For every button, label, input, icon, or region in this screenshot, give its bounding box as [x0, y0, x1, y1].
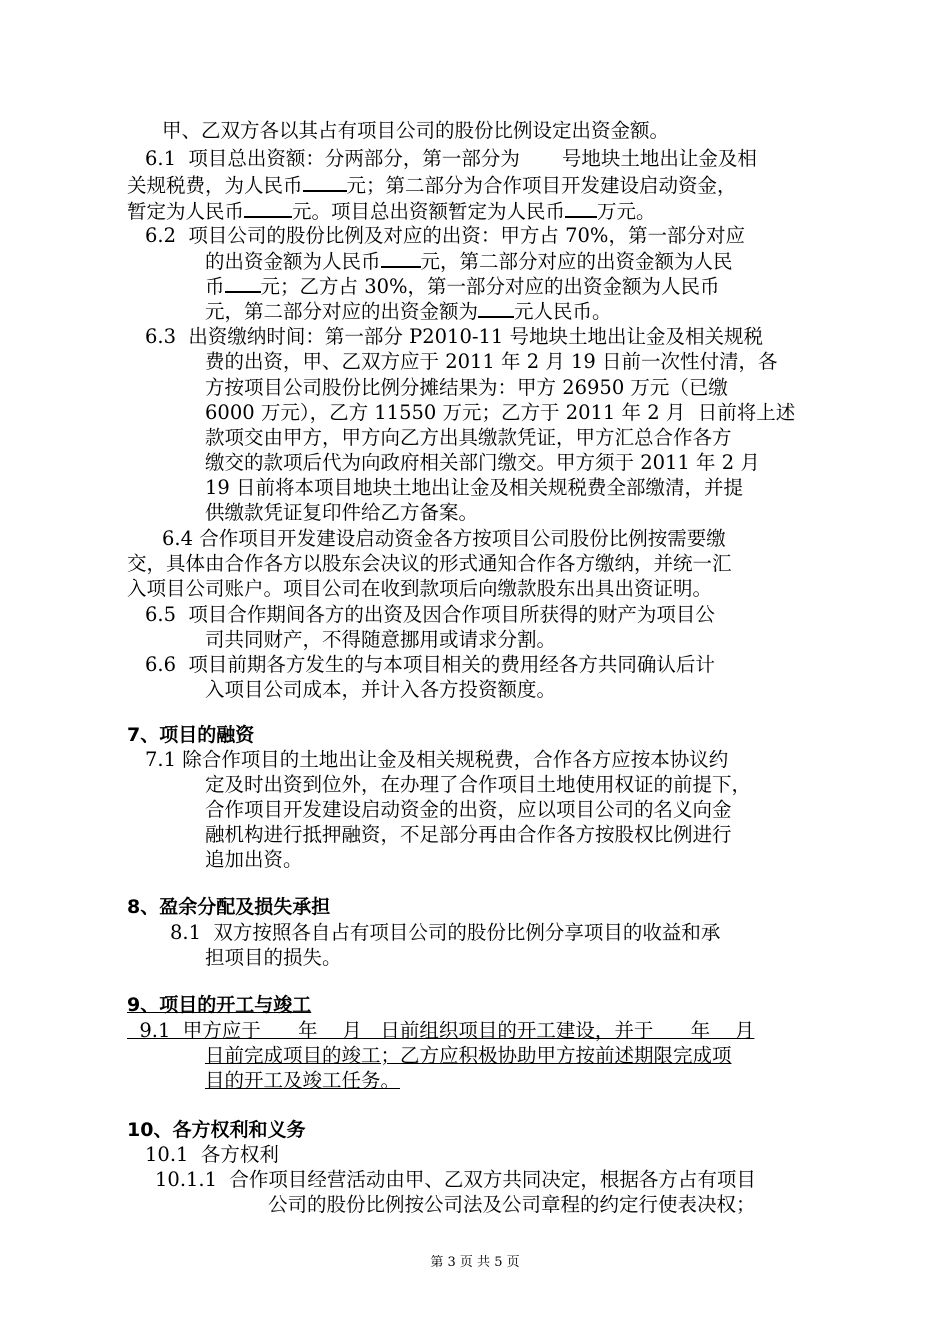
fill-blank [303, 172, 347, 192]
fill-blank [244, 198, 292, 218]
clause-8-1-line: 担项目的损失。 [205, 946, 342, 969]
clause-6-5-line: 司共同财产，不得随意挪用或请求分割。 [205, 628, 557, 651]
clause-7-1-line: 7.1 除合作项目的土地出让金及相关规税费，合作各方应按本协议约 [145, 748, 729, 771]
section-7-heading: 7、项目的融资 [127, 724, 255, 746]
clause-9-1-line: 日前完成项目的竣工；乙方应积极协助甲方按前述期限完成项 [205, 1044, 732, 1067]
clause-6-2-line-3 [205, 273, 720, 300]
clause-6-5-line: 6.5 项目合作期间各方的出资及因合作项目所获得的财产为项目公 [145, 603, 715, 626]
clause-6-2-line-4 [205, 298, 612, 325]
clause-6-2-text: 元；乙方占 30%，第一部分对应的出资金额为人民币 [260, 275, 720, 298]
clause-6-1-text: 元；第二部分为合作项目开发建设启动资金， [346, 174, 737, 197]
clause-6-6-line: 入项目公司成本，并计入各方投资额度。 [205, 678, 557, 701]
intro-line: 甲、乙双方各以其占有项目公司的股份比例设定出资金额。 [162, 119, 670, 142]
clause-6-1-text: 关规税费，为人民币 [127, 174, 303, 197]
clause-6-3-line: 缴交的款项后代为向政府相关部门缴交。甲方须于 2011 年 2 月 [205, 451, 760, 474]
clause-6-2-line-2 [205, 248, 733, 275]
clause-6-6-line: 6.6 项目前期各方发生的与本项目相关的费用经各方共同确认后计 [145, 653, 715, 676]
clause-7-1-line: 融机构进行抵押融资，不足部分再由合作各方按股权比例进行 [205, 823, 732, 846]
clause-10-1-1-line: 10.1.1 合作项目经营活动由甲、乙双方共同决定，根据各方占有项目 [155, 1168, 756, 1191]
clause-6-1-text: 6.1 项目总出资额：分两部分，第一部分为 [145, 147, 520, 170]
clause-6-2-line-1: 6.2 项目公司的股份比例及对应的出资：甲方占 70%，第一部分对应 [145, 224, 745, 247]
fill-blank [478, 298, 514, 318]
clause-7-1-line: 追加出资。 [205, 848, 303, 871]
clause-6-2-text: 元，第二部分对应的出资金额为 [205, 300, 479, 323]
clause-6-1-line-3 [127, 198, 656, 225]
clause-6-1-line-1 [145, 146, 757, 172]
clause-6-4-line: 交，具体由合作各方以股东会决议的形式通知合作各方缴纳，并统一汇 [127, 552, 732, 575]
clause-6-2-text: 元，第二部分对应的出资金额为人民 [420, 250, 733, 273]
section-8-heading: 8、盈余分配及损失承担 [127, 896, 331, 918]
clause-9-1-line: 目的开工及竣工任务。 [205, 1069, 401, 1092]
clause-6-3-line: 19 日前将本项目地块土地出让金及相关规税费全部缴清，并提 [205, 476, 744, 499]
section-10-heading: 10、各方权利和义务 [127, 1119, 306, 1141]
clause-8-1-line: 8.1 双方按照各自占有项目公司的股份比例分享项目的收益和承 [170, 921, 721, 944]
clause-6-1-text: 号地块土地出让金及相 [561, 147, 757, 170]
clause-6-2-text: 元人民币。 [514, 300, 612, 323]
clause-6-1-text: 万元。 [597, 200, 656, 223]
clause-6-2-text: 币 [205, 275, 225, 298]
clause-6-4-line: 入项目公司账户。项目公司在收到款项后向缴款股东出具出资证明。 [127, 577, 713, 600]
clause-7-1-line: 定及时出资到位外，在办理了合作项目土地使用权证的前提下， [205, 773, 752, 796]
section-9-heading: 9、项目的开工与竣工 [127, 994, 312, 1016]
clause-6-1-line-2 [127, 172, 737, 199]
clause-9-1-line: 9.1 甲方应于 年 月 日前组织项目的开工建设，并于 年 月 [127, 1019, 755, 1042]
clause-6-3-line: 6000 万元），乙方 11550 万元；乙方于 2011 年 2 月 日前将上述 [205, 401, 796, 424]
clause-6-2-text: 的出资金额为人民币 [205, 250, 381, 273]
fill-blank [381, 248, 421, 268]
clause-10-1-1-line: 公司的股份比例按公司法及公司章程的约定行使表决权； [268, 1193, 756, 1216]
clause-10-1-heading: 10.1 各方权利 [145, 1143, 279, 1166]
clause-6-4-line: 6.4 合作项目开发建设启动资金各方按项目公司股份比例按需要缴 [162, 527, 726, 550]
clause-6-1-text: 元。项目总出资额暂定为人民币 [292, 200, 566, 223]
clause-6-3-line: 费的出资，甲、乙双方应于 2011 年 2 月 19 日前一次性付清，各 [205, 350, 778, 373]
clause-6-3-line: 6.3 出资缴纳时间：第一部分 P2010-11 号地块土地出让金及相关规税 [145, 325, 763, 348]
page-number-footer: 第 3 页 共 5 页 [430, 1255, 520, 1270]
clause-6-3-line: 款项交由甲方，甲方向乙方出具缴款凭证，甲方汇总合作各方 [205, 426, 732, 449]
fill-blank [565, 198, 597, 218]
clause-7-1-line: 合作项目开发建设启动资金的出资，应以项目公司的名义向金 [205, 798, 732, 821]
fill-blank [225, 273, 261, 293]
clause-6-1-text: 暂定为人民币 [127, 200, 245, 223]
clause-6-3-line: 供缴款凭证复印件给乙方备案。 [205, 501, 479, 524]
clause-6-3-line: 方按项目公司股份比例分摊结果为：甲方 26950 万元（已缴 [205, 376, 728, 399]
